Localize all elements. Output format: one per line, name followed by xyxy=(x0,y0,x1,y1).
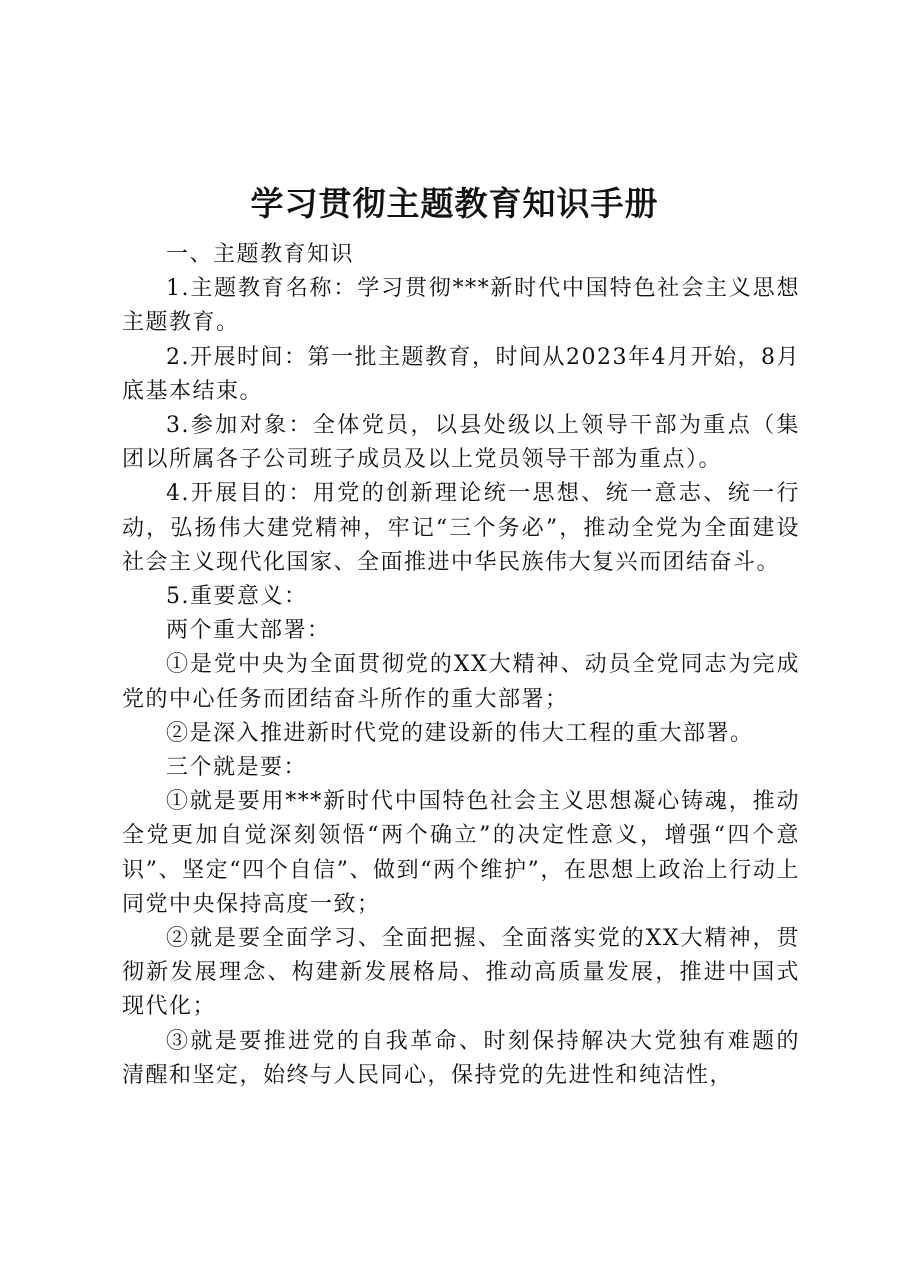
paragraph-significance-heading: 5.重要意义： xyxy=(166,584,308,610)
paragraph-theme-name: 1.主题教育名称：学习贯彻***新时代中国特色社会主义思想主题教育。 xyxy=(122,276,800,336)
paragraph-purpose: 4.开展目的：用党的创新理论统一思想、统一意志、统一行动，弘扬伟大建党精神，牢记“三个务必”，推动全党为全面建设社会主义现代化国家、全面推进中华民族伟大复兴而团结奋斗。 xyxy=(122,481,800,575)
list-item: ②是深入推进新时代党的建设新的伟大工程的重大部署。 xyxy=(166,720,754,746)
list-item: ③就是要推进党的自我革命、时刻保持解决大党独有难题的清醒和坚定，始终与人民同心，保持党的先进性和纯洁性， xyxy=(122,1028,800,1088)
document-title: 学习贯彻主题教育知识手册 xyxy=(250,184,659,223)
paragraph-two-deployments-heading: 两个重大部署： xyxy=(166,618,331,644)
list-item: ②就是要全面学习、全面把握、全面落实党的XX大精神，贯彻新发展理念、构建新发展格局、推动高质量发展，推进中国式现代化； xyxy=(122,926,800,1020)
paragraph-schedule: 2.开展时间：第一批主题教育，时间从2023年4月开始，8月底基本结束。 xyxy=(122,344,800,404)
paragraph-three-musts-heading: 三个就是要： xyxy=(166,755,308,781)
section-heading: 一、主题教育知识 xyxy=(166,242,355,267)
list-item: ①就是要用***新时代中国特色社会主义思想凝心铸魂，推动全党更加自觉深刻领悟“两个确立”的决定性意义，增强“四个意识”、坚定“四个自信”、做到“两个维护”，在思想上政治上行动上同党中央保持高度一致； xyxy=(122,789,800,917)
list-item: ①是党中央为全面贯彻党的XX大精神、动员全党同志为完成党的中心任务而团结奋斗所作的重大部署； xyxy=(122,652,800,712)
paragraph-participants: 3.参加对象：全体党员，以县处级以上领导干部为重点（集团以所属各子公司班子成员及以上党员领导干部为重点）。 xyxy=(122,413,800,473)
document-body xyxy=(122,238,800,1093)
